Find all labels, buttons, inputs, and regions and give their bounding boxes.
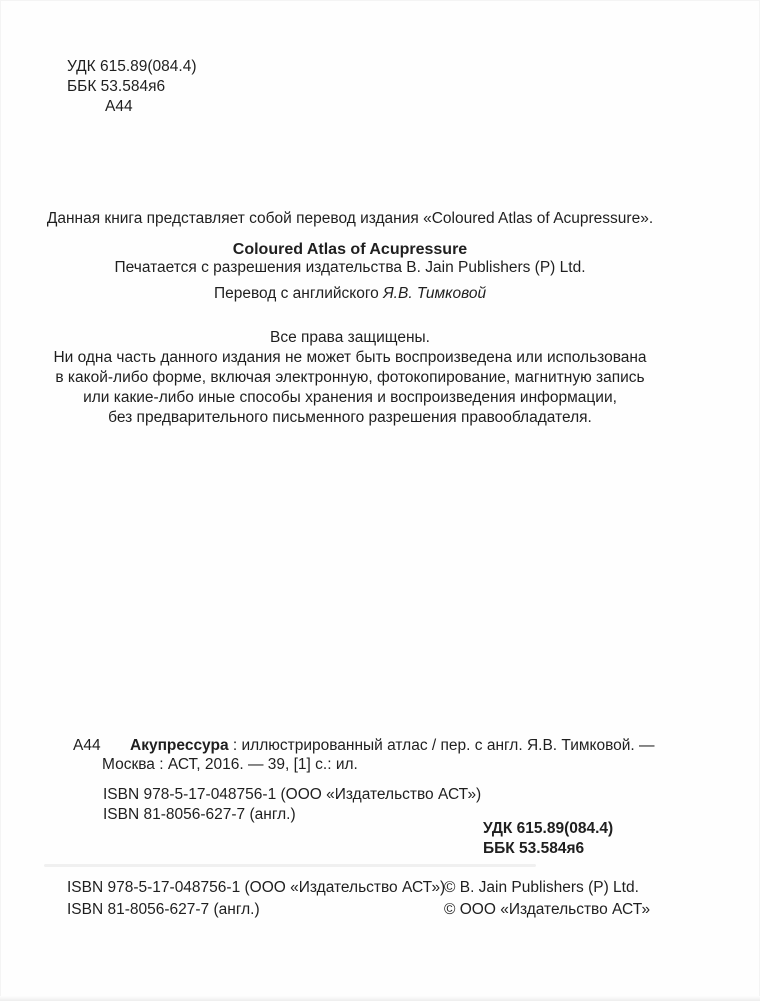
translator-credit-prefix: Перевод с английского [213,285,384,302]
classification-codes-right [483,819,613,859]
catalog-entry-rest: : иллюстрированный атлас / пер. с англ. Я.В. Тимковой. — [228,737,655,754]
permission-line: Печатается с разрешения издательства B. Jain Publishers (P) Ltd. [114,259,586,276]
udk-code-bold: УДК 615.89(084.4) [483,820,614,837]
footer-copyright-column [444,877,650,921]
translator-credit [40,285,660,303]
isbn-russian: ISBN 978-5-17-048756-1 (ООО «Издательство АСТ») [103,786,482,803]
rights-line: в какой-либо форме, включая электронную, фотокопирование, магнитную запись [55,369,645,386]
isbn-english: ISBN 81-8056-627-7 (англ.) [103,806,296,823]
udk-code: УДК 615.89(084.4) [67,58,197,75]
rights-line: или какие-либо иные способы хранения и воспроизведения информации, [83,389,617,406]
bbk-code-bold: ББК 53.584я6 [483,840,585,857]
catalog-author-sign: А44 [73,737,101,754]
copyright-publisher-russian: © ООО «Издательство АСТ» [444,901,651,918]
top-classification-codes [67,57,197,117]
isbn-block [103,785,481,825]
author-sign: А44 [105,98,133,115]
divider-rule [44,864,536,867]
catalog-book-title: Акупрессура [130,737,229,754]
rights-line: без предварительного письменного разрешения правообладателя. [108,409,592,426]
page-bottom-edge [0,996,760,1001]
original-title: Coloured Atlas of Acupressure [232,241,468,258]
rights-statement [40,328,660,428]
footer-isbn-russian: ISBN 978-5-17-048756-1 (ООО «Издательство АСТ») [67,879,446,896]
catalog-entry-line2: Москва : АСТ, 2016. — 39, [1] с.: ил. [102,756,358,773]
footer-isbn-column [67,877,445,921]
footer-isbn-english: ISBN 81-8056-627-7 (англ.) [67,901,260,918]
rights-line: Ни одна часть данного издания не может быть воспроизведена или использована [53,349,647,366]
copyright-publisher-original: © B. Jain Publishers (P) Ltd. [444,879,639,896]
rights-line: Все права защищены. [270,329,430,346]
translation-notice: Данная книга представляет собой перевод издания «Coloured Atlas of Acupressure». [46,210,654,227]
translator-name: Я.В. Тимковой [383,285,487,302]
catalog-entry-line1 [130,737,655,755]
bbk-code: ББК 53.584я6 [67,78,166,95]
